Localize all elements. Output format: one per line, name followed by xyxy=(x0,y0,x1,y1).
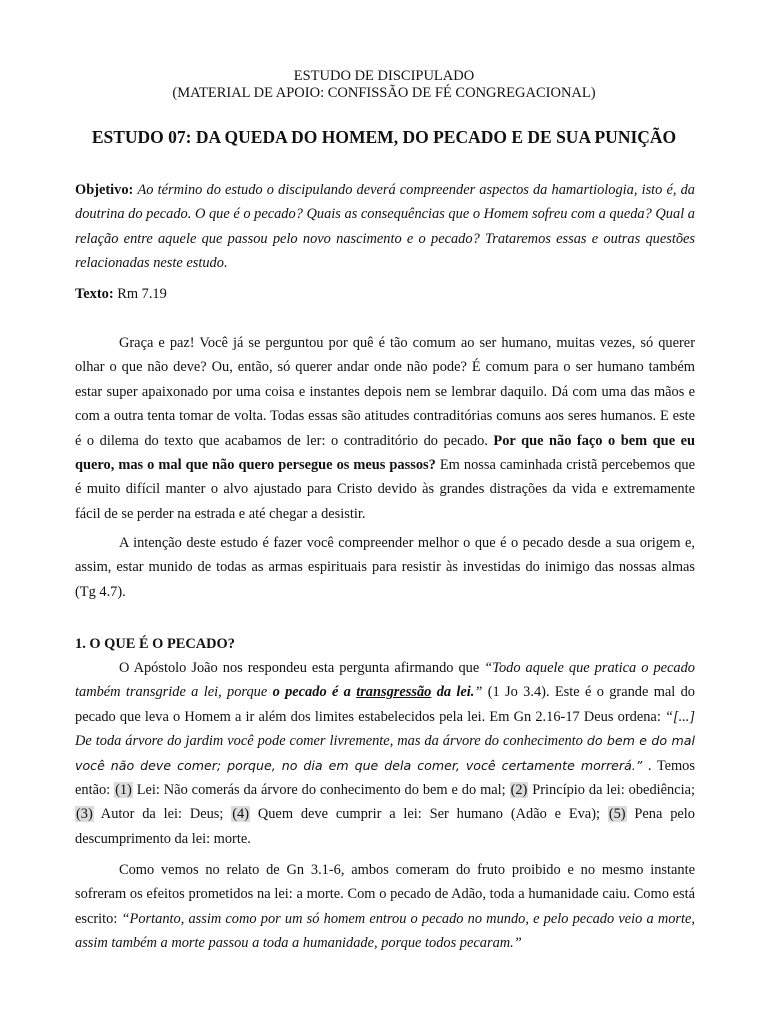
item-2-number: (2) xyxy=(510,782,528,799)
text-reference xyxy=(75,282,695,306)
s1-p1-bold2: da lei. xyxy=(431,684,475,701)
s1-p1-quote2-sans: do bem e do mal você não deve comer; porque, no dia em que dela comer, você certamente morrerá.” xyxy=(75,733,695,773)
objective-label: Objetivo: xyxy=(75,182,134,198)
s1-p1-a: O Apóstolo João nos respondeu esta pergunta afirmando que xyxy=(119,660,485,676)
item-5-number: (5) xyxy=(608,806,626,823)
s1-p1-bold-underline: transgressão xyxy=(356,684,432,701)
s1-p1-end: . xyxy=(642,757,652,774)
s1-p1-bold1: o pecado é a xyxy=(272,684,357,701)
intro-p1-end: Em nossa caminhada cristã percebemos que é muito difícil manter o alvo ajustado para Cristo devido às grandes distrações da vida e extremamente fácil de se perder na estrada e até chegar a desistir. xyxy=(75,457,695,522)
section-1-paragraph-1 xyxy=(75,656,695,851)
s1-p3-quote: “Portanto, assim como por um só homem entrou o pecado no mundo, e pelo pecado veio a morte, assim também a morte passou a toda a humanidade, porque todos pecaram.” xyxy=(75,910,695,952)
study-title: ESTUDO 07: DA QUEDA DO HOMEM, DO PECADO E DE SUA PUNIÇÃO xyxy=(91,127,677,147)
section-1-heading: 1. O QUE É O PECADO? xyxy=(75,636,235,652)
s1-p1-quote2: “[...] De toda árvore do jardim você pode comer livremente, mas da árvore do conhecimento xyxy=(75,708,695,750)
intro-p1-bold: Por que não faço o bem que eu quero, mas o mal que não quero persegue os meus passos? xyxy=(75,432,696,474)
s1-p2-a: Temos então: xyxy=(75,757,695,799)
objective-text: Ao término do estudo o discipulando deverá compreender aspectos da hamartiologia, isto é, da doutrina do pecado. O que é o pecado? Quais as consequências que o Homem sofreu com a queda? Qual a relação entre aquele que passou pelo novo nascimento e o pecado? Trataremos essas e outras questões relacionadas neste estudo. xyxy=(75,182,696,272)
intro-paragraph-1 xyxy=(75,331,695,526)
item-3-number: (3) xyxy=(76,806,93,823)
item-1-text: Lei: Não comerás da árvore do conhecimento do bem e do mal; xyxy=(132,782,510,799)
s1-p3-a: Como vemos no relato de Gn 3.1-6, ambos comeram do fruto proibido e no mesmo instante sofreram os efeitos prometidos na lei: a morte. Com o pecado de Adão, toda a humanidade caiu. Como está escrito: xyxy=(75,862,695,927)
objective-paragraph xyxy=(75,178,695,276)
item-2-text: Princípio da lei: obediência; xyxy=(528,782,695,799)
item-1-number: (1) xyxy=(115,782,132,799)
item-4-number: (4) xyxy=(232,806,250,823)
header-line-1: ESTUDO DE DISCIPULADO xyxy=(293,68,475,84)
s1-p1-quote: “Todo aquele que pratica o pecado também transgride a lei, porque xyxy=(75,660,695,701)
intro-paragraph-2: A intenção deste estudo é fazer você compreender melhor o que é o pecado desde a sua origem e, assim, estar munido de todas as armas espirituais para resistir às investidas do inimigo das nossas almas (Tg 4.7). xyxy=(75,535,695,600)
text-ref: Rm 7.19 xyxy=(117,286,167,302)
item-3-text: Autor da lei: Deus; xyxy=(93,806,232,823)
item-4-text: Quem deve cumprir a lei: Ser humano (Adão e Eva); xyxy=(250,806,608,823)
s1-p1-quote-end: ” xyxy=(474,684,483,701)
header-line-2: (MATERIAL DE APOIO: CONFISSÃO DE FÉ CONGREGACIONAL) xyxy=(172,85,596,101)
item-5-text: Pena pelo descumprimento da lei: morte. xyxy=(75,806,695,847)
intro-p1-text: Graça e paz! Você já se perguntou por quê é tão comum ao ser humano, muitas vezes, só querer olhar o que não deve? Ou, então, só querer andar onde não pode? É comum para o ser humano também estar super apaixonado por uma coisa e instantes depois nem se lembrar daquilo. Dá com uma das mãos e com a outra tenta tomar de volta. Todas essas são atitudes contraditórias comuns aos seres humanos. E este é o dilema do texto que acabamos de ler: o contraditório do pecado. xyxy=(75,335,695,449)
text-label: Texto: xyxy=(75,286,114,302)
s1-p1-ref: (1 Jo 3.4). Este é o grande mal do pecado que leva o Homem a ir além dos limites estabelecidos pela lei. Em Gn 2.16-17 Deus ordena: xyxy=(75,684,695,725)
section-1-paragraph-3 xyxy=(75,858,695,956)
